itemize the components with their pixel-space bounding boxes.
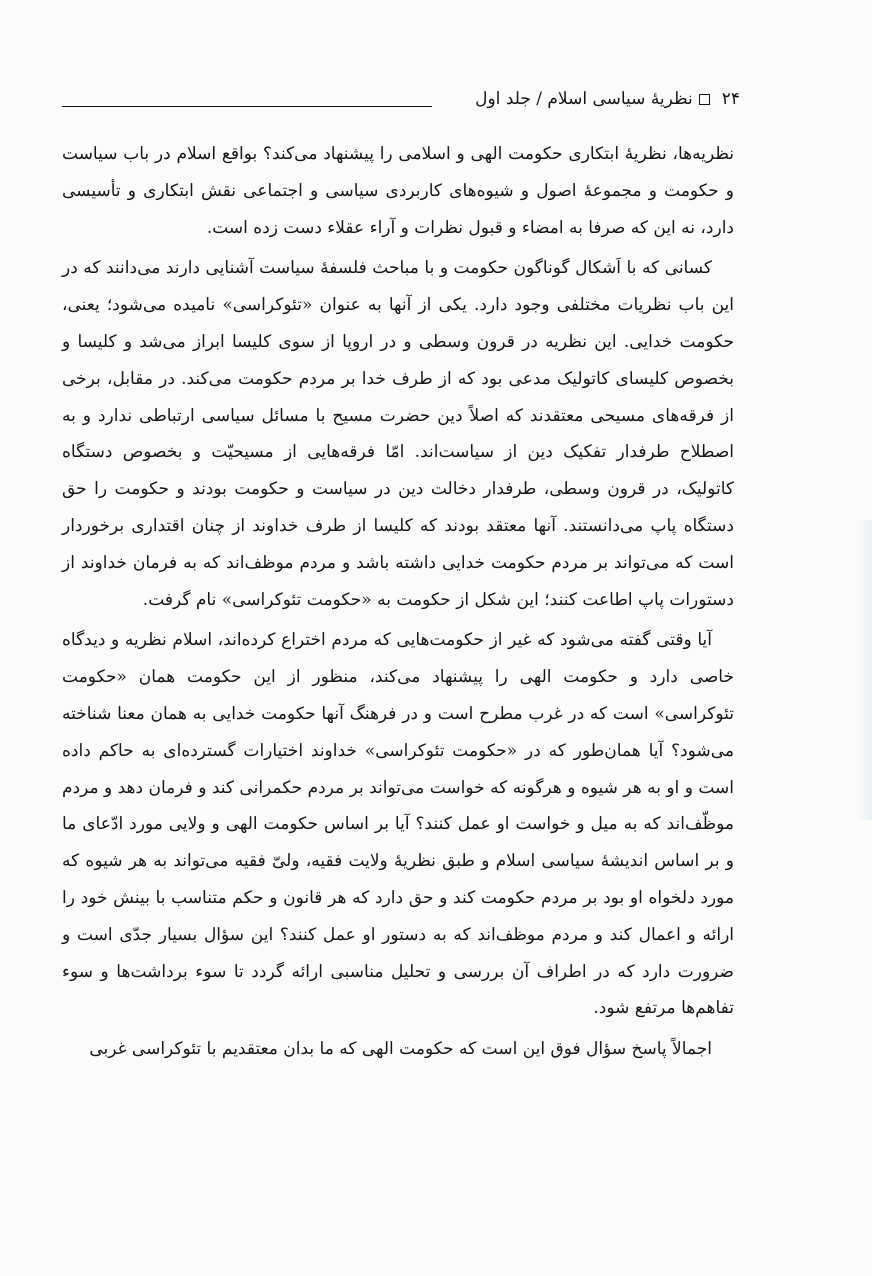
running-header <box>475 88 740 110</box>
header-title: نظریهٔ سیاسی اسلام / جلد اول <box>475 89 693 109</box>
square-bullet-icon <box>699 94 710 105</box>
page-edge-shadow <box>858 520 872 820</box>
paragraph-2: کسانی که با اَشکال گوناگون حکومت و با مباحث فلسفهٔ سیاست آشنایی دارند می‌دانند که در این باب نظریات مختلفی وجود دارد. یکی از آنها به عنوان «تئوکراسی» نامیده می‌شود؛ یعنی، حکومت خدایی. این نظریه در قرون وسطی و در اروپا از سوی کلیسا ابراز می‌شد و کلیسا و بخصوص کلیسای کاتولیک مدعی بود که از طرف خدا بر مردم حکومت می‌کند. در مقابل، برخی از فرقه‌های مسیحی معتقدند که اصلاً دین حضرت مسیح با مسائل سیاسی ارتباطی ندارد و به اصطلاح طرفدار تفکیک دین از سیاست‌اند. امّا فرقه‌هایی از مسیحیّت و بخصوص دستگاه کاتولیک، در قرون وسطی، طرفدار دخالت دین در سیاست و حکومت بودند و حکومت را حق دستگاه پاپ می‌دانستند. آنها معتقد بودند که کلیسا از طرف خداوند از چنان اقتداری برخوردار است که می‌تواند بر مردم حکومت خدایی داشته باشد و مردم موظف‌اند که به فرمان خداوند از دستورات پاپ اطاعت کنند؛ این شکل از حکومت به «حکومت تئوکراسی» نام گرفت. <box>62 258 734 610</box>
paragraph-4: اجمالاً پاسخ سؤال فوق این است که حکومت الهی که ما بدان معتقدیم با تئوکراسی غربی <box>89 1039 712 1060</box>
body-text <box>62 136 734 1068</box>
paragraph-3: آیا وقتی گفته می‌شود که غیر از حکومت‌هایی که مردم اختراع کرده‌اند، اسلام نظریه و دیدگاه خاصی دارد و حکومت الهی را پیشنهاد می‌کند، منظور از این حکومت همان «حکومت تئوکراسی» است که در غرب مطرح است و در فرهنگ آنها حکومت خدایی به همان معنا شناخته می‌شود؟ آیا همان‌طور که در «حکومت تئوکراسی» خداوند اختیارات گسترده‌ای به حاکم داده است و او به هر شیوه و هرگونه که خواست می‌تواند بر مردم حکمرانی کند و فرمان دهد و مردم موظّف‌اند که به میل و خواست او عمل کنند؟ آیا بر اساس حکومت الهی و ولایی مورد ادّعای ما و بر اساس اندیشهٔ سیاسی اسلام و طبق نظریهٔ ولایت فقیه، ولیّ فقیه می‌تواند به هر شیوه که مورد دلخواه او بود بر مردم حکومت کند و حق دارد که هر قانون و حکم متناسب با بینش خود را ارائه و اعمال کند و مردم موظف‌اند که به دستور او عمل کنند؟ این سؤال بسیار جدّی است و ضرورت دارد که در اطراف آن بررسی و تحلیل مناسبی ارائه گردد تا سوء برداشت‌ها و سوء تفاهم‌ها مرتفع شود. <box>62 630 735 1019</box>
page-number: ۲۴ <box>721 89 740 109</box>
header-rule <box>62 106 432 107</box>
paragraph-1: نظریه‌ها، نظریهٔ ابتکاری حکومت الهی و اسلامی را پیشنهاد می‌کند؟ بواقع اسلام در باب سیاست و حکومت و مجموعهٔ اصول و شیوه‌های کاربردی سیاسی و اجتماعی نقش ابتکاری و تأسیسی دارد، نه این که صرفا به امضاء و قبول نظرات و آراء عقلاء دست زده است. <box>62 144 734 238</box>
